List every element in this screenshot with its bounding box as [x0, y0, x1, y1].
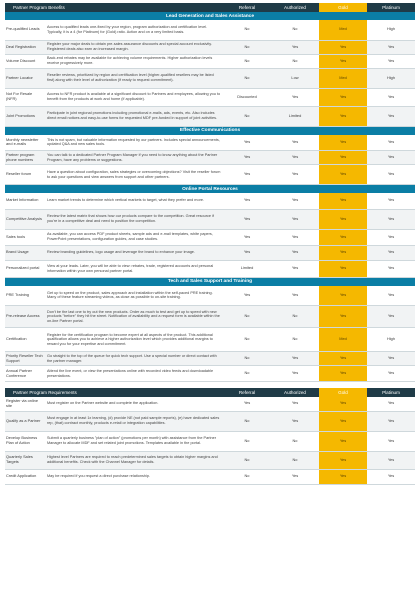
tier-value-authorized: No [271, 431, 319, 451]
benefit-name: Develop Business Plan of Action [5, 431, 45, 451]
column-header-gold: Gold [319, 388, 367, 397]
table-row [5, 328, 415, 352]
table-row [5, 40, 415, 54]
benefit-name: Pre-qualified Leads [5, 20, 45, 40]
benefit-name: Pre-release Access [5, 306, 45, 328]
tier-value-referral: No [223, 352, 271, 366]
tier-value-authorized: Yes [271, 193, 319, 209]
tier-value-platinum: High [367, 328, 415, 352]
benefit-description: Reseller reviews, prioritized by region and certification level (higher-qualified resellers may be listed first) along with their level of authorization (if ready to request commitment). [45, 68, 223, 88]
tier-value-gold: Yes [319, 397, 367, 411]
column-header-platinum: Platinum [367, 388, 415, 397]
benefit-name: Volume Discount [5, 54, 45, 68]
table-row [5, 229, 415, 245]
tier-value-referral: Yes [223, 229, 271, 245]
tier-value-gold: Yes [319, 209, 367, 229]
tier-value-gold: Yes [319, 411, 367, 431]
tier-value-platinum: Yes [367, 260, 415, 277]
benefit-name: Partner Locator [5, 68, 45, 88]
benefit-description: Participate in joint regional promotions including promotional e-mails, ads, events, etc. Also includes direct email notices and easy-to-use forms for requested MDF pre-funded in support of joint activities. [45, 106, 223, 126]
tier-value-gold: Med [319, 20, 367, 40]
benefit-description: Review branding guidelines, logo usage and leverage the brand to enhance your image. [45, 245, 223, 260]
column-header-gold: Gold [319, 3, 367, 12]
benefit-description: May be required if you request a direct purchase relationship. [45, 469, 223, 484]
table-row [5, 106, 415, 126]
tier-value-authorized: No [271, 306, 319, 328]
tier-value-referral: No [223, 431, 271, 451]
tier-value-referral: Yes [223, 193, 271, 209]
tier-value-platinum: Yes [367, 451, 415, 469]
tier-value-referral: No [223, 20, 271, 40]
tier-value-gold: Yes [319, 88, 367, 106]
tier-value-referral: No [223, 366, 271, 382]
benefits-document [5, 3, 415, 485]
column-header-benefits: Partner Program Benefits [5, 3, 223, 12]
table-row [5, 397, 415, 411]
tier-value-platinum: High [367, 68, 415, 88]
tier-value-gold: Yes [319, 469, 367, 484]
benefit-name: Qualify as a Partner [5, 411, 45, 431]
table-row [5, 352, 415, 366]
benefit-description: Highest level Partners are required to reach predetermined sales targets to obtain higher margins and additional benefits. Check with the Channel Manager for details. [45, 451, 223, 469]
tier-value-referral: No [223, 40, 271, 54]
column-header-authorized: Authorized [271, 388, 319, 397]
section-title: Effective Communications [5, 126, 415, 135]
tier-value-platinum: Yes [367, 151, 415, 165]
benefit-name: Priority Reseller Tech Support [5, 352, 45, 366]
tier-value-referral: No [223, 106, 271, 126]
benefit-name: Partner program phone numbers [5, 151, 45, 165]
benefit-description: Go straight to the top of the queue for quick tech support. Use a special number or direct contact with the partner manager. [45, 352, 223, 366]
tier-value-platinum: Yes [367, 54, 415, 68]
benefit-name: Not For Resale (NFR) [5, 88, 45, 106]
tier-value-authorized: No [271, 451, 319, 469]
benefit-description: Back-end rebates may be available for achieving volume requirements. Higher authorization levels receive progressively more. [45, 54, 223, 68]
tier-value-platinum: Yes [367, 88, 415, 106]
table-row [5, 165, 415, 185]
column-header-benefits: Partner Program Requirements [5, 388, 223, 397]
tier-value-platinum: Yes [367, 135, 415, 151]
column-header-referral: Referral [223, 388, 271, 397]
tier-value-authorized: Yes [271, 411, 319, 431]
tier-value-gold: Yes [319, 151, 367, 165]
tier-value-gold: Yes [319, 54, 367, 68]
tier-value-gold: Yes [319, 260, 367, 277]
benefit-name: Register via online site [5, 397, 45, 411]
benefit-description: Register your major deals to obtain pre-sales assurance discounts and special account exclusivity. Registered deals also earn an increased margin. [45, 40, 223, 54]
tier-value-platinum: High [367, 20, 415, 40]
table-row [5, 245, 415, 260]
benefit-description: As available, you can access PDF product sheets, sample ads and e-mail templates, white papers, PowerPoint presentations, configuration guides, and case studies. [45, 229, 223, 245]
tier-value-referral: No [223, 54, 271, 68]
benefit-description: Access to NFR product is available at a significant discount to Partners and employees, allowing you to benefit from the products at work and home (if applicable). [45, 88, 223, 106]
benefit-description: Submit a quarterly business "plan of action" (promotions per month) with assistance from the Partner Manager to allocate MDF and set related joint promotions. Templates available in the portal. [45, 431, 223, 451]
tier-value-authorized: No [271, 54, 319, 68]
column-header-platinum: Platinum [367, 3, 415, 12]
benefit-description: Register for the certification program to become expert at all aspects of the product. This additional qualification allows you to achieve a higher authorization level which provides additional margins to reward you for your expertise and commitment. [45, 328, 223, 352]
tier-value-platinum: Yes [367, 397, 415, 411]
tier-value-referral: No [223, 469, 271, 484]
benefit-name: Credit Application [5, 469, 45, 484]
benefit-description: Must register on the Partner website and complete the application. [45, 397, 223, 411]
tier-value-referral: Yes [223, 286, 271, 306]
benefit-description: Get up to speed on the product, sales approach and installation within the self-paced PRE training. Many of these feature streaming videos, as close as possible to on-site training. [45, 286, 223, 306]
tier-value-gold: Yes [319, 352, 367, 366]
tier-value-platinum: Yes [367, 411, 415, 431]
benefit-description: Attend the live event, or view the presentations online with recorded video feeds and downloadable presentations. [45, 366, 223, 382]
benefit-name: Brand Usage [5, 245, 45, 260]
benefit-name: Joint Promotions [5, 106, 45, 126]
section-title: Lead Generation and Sales Assistance [5, 12, 415, 20]
section-header-row [5, 185, 415, 194]
tier-value-gold: Med [319, 68, 367, 88]
table-row [5, 260, 415, 277]
tier-value-gold: Yes [319, 451, 367, 469]
table-row [5, 209, 415, 229]
tier-value-referral: Yes [223, 397, 271, 411]
tier-value-platinum: Yes [367, 193, 415, 209]
table-row [5, 68, 415, 88]
table-row [5, 88, 415, 106]
benefit-name: Sales tools [5, 229, 45, 245]
tier-value-gold: Med [319, 328, 367, 352]
tier-value-authorized: No [271, 328, 319, 352]
tier-value-gold: Yes [319, 40, 367, 54]
benefit-name: Quarterly Sales Targets [5, 451, 45, 469]
tier-value-platinum: Yes [367, 245, 415, 260]
tier-value-authorized: Yes [271, 469, 319, 484]
tier-value-referral: Yes [223, 209, 271, 229]
benefit-name: Competitive Analysis [5, 209, 45, 229]
benefit-name: Annual Partner Conference [5, 366, 45, 382]
section-title: Online Portal Resources [5, 185, 415, 194]
tier-value-authorized: Yes [271, 397, 319, 411]
benefit-name: Deal Registration [5, 40, 45, 54]
benefit-description: Must engage in at least 1x learning, (d) provide NE (not paid sample reports), (e) have dedicated sales rep, (that) contract monthly, products e-retail or integration capabilities. [45, 411, 223, 431]
tier-value-gold: Yes [319, 193, 367, 209]
tier-value-platinum: Yes [367, 352, 415, 366]
tier-value-platinum: Yes [367, 40, 415, 54]
benefit-description: Review the latest matrix that shows how our products compare to the competition. Great resource if you're in a competitive deal and need to position the competition. [45, 209, 223, 229]
benefits-table [5, 3, 415, 485]
tier-value-platinum: Yes [367, 229, 415, 245]
tier-value-authorized: Yes [271, 135, 319, 151]
tier-value-authorized: Yes [271, 245, 319, 260]
tier-value-authorized: Yes [271, 40, 319, 54]
tier-value-platinum: Yes [367, 165, 415, 185]
tier-value-referral: Limited [223, 260, 271, 277]
tier-value-gold: Yes [319, 366, 367, 382]
tier-value-authorized: No [271, 20, 319, 40]
tier-value-platinum: Yes [367, 209, 415, 229]
table-row [5, 411, 415, 431]
tier-value-referral: No [223, 451, 271, 469]
tier-value-platinum: Yes [367, 306, 415, 328]
requirements-header-row [5, 388, 415, 397]
table-row [5, 306, 415, 328]
section-header-row [5, 12, 415, 20]
tier-value-authorized: Yes [271, 151, 319, 165]
table-row [5, 54, 415, 68]
tier-value-referral: No [223, 328, 271, 352]
tier-value-authorized: Limited [271, 106, 319, 126]
table-row [5, 286, 415, 306]
benefit-name: PRE Training [5, 286, 45, 306]
tier-value-platinum: Yes [367, 106, 415, 126]
table-row [5, 193, 415, 209]
section-title: Tech and Sales Support and Training [5, 277, 415, 286]
tier-value-authorized: Yes [271, 260, 319, 277]
tier-value-referral: Yes [223, 165, 271, 185]
benefit-name: Personalized portal [5, 260, 45, 277]
table-row [5, 469, 415, 484]
table-row [5, 431, 415, 451]
tier-value-gold: Yes [319, 431, 367, 451]
tier-value-authorized: Yes [271, 229, 319, 245]
tier-value-gold: Yes [319, 245, 367, 260]
tier-value-gold: Yes [319, 229, 367, 245]
tier-value-referral: Discounted [223, 88, 271, 106]
benefit-description: View at your leads. Later, you will be able to view: rebates, trade, registered accounts and personal information within your own personal partner portal. [45, 260, 223, 277]
benefit-name: Monthly newsletter and e-mails [5, 135, 45, 151]
tier-value-authorized: Yes [271, 209, 319, 229]
tier-value-authorized: Yes [271, 286, 319, 306]
tier-value-authorized: Yes [271, 366, 319, 382]
benefit-description: You can talk to a dedicated Partner Program Manager if you need to know anything about the Partner Program, have any problems or suggestions. [45, 151, 223, 165]
table-row [5, 451, 415, 469]
section-header-row [5, 277, 415, 286]
tier-value-authorized: Yes [271, 88, 319, 106]
table-row [5, 366, 415, 382]
column-header-authorized: Authorized [271, 3, 319, 12]
tier-value-platinum: Yes [367, 366, 415, 382]
tier-value-gold: Yes [319, 306, 367, 328]
tier-value-referral: Yes [223, 245, 271, 260]
column-header-referral: Referral [223, 3, 271, 12]
tier-value-authorized: Yes [271, 165, 319, 185]
tier-value-referral: Yes [223, 151, 271, 165]
benefit-name: Market Information [5, 193, 45, 209]
table-row [5, 20, 415, 40]
tier-value-referral: No [223, 68, 271, 88]
table-row [5, 151, 415, 165]
benefit-name: Certification [5, 328, 45, 352]
benefit-description: Don't be the last one to try out the new products. Order as much to test and get up to speed with new products "before" they hit the street. Notification of availability and a request form is available within the on-line Partner portal. [45, 306, 223, 328]
benefit-name: Reseller forum [5, 165, 45, 185]
tier-value-authorized: Yes [271, 352, 319, 366]
tier-value-platinum: Yes [367, 431, 415, 451]
tier-value-gold: Yes [319, 165, 367, 185]
tier-value-referral: No [223, 306, 271, 328]
tier-value-authorized: Low [271, 68, 319, 88]
tier-value-gold: Yes [319, 135, 367, 151]
benefit-description: Access to qualified leads one-fixed by your region, program authorization and certification level. Typically, it is a 4 (for Platinum) for (Gold) ratio. Action and on a very limited basis. [45, 20, 223, 40]
tier-value-platinum: Yes [367, 286, 415, 306]
tier-value-gold: Yes [319, 106, 367, 126]
tier-value-referral: No [223, 411, 271, 431]
tier-value-referral: Yes [223, 135, 271, 151]
tier-value-platinum: Yes [367, 469, 415, 484]
benefits-header-row [5, 3, 415, 12]
benefit-description: This is not spam, but valuable information requested by our partners. Includes special announcements, updated Q&A and new sales tools. [45, 135, 223, 151]
tier-value-gold: Yes [319, 286, 367, 306]
benefit-description: Learn market trends to determine which vertical markets to target, what they prefer and more. [45, 193, 223, 209]
benefit-description: Have a question about configuration, sales strategies or overcoming objections? Visit the reseller forum to ask your questions and view answers from support and other partners. [45, 165, 223, 185]
table-row [5, 135, 415, 151]
section-header-row [5, 126, 415, 135]
